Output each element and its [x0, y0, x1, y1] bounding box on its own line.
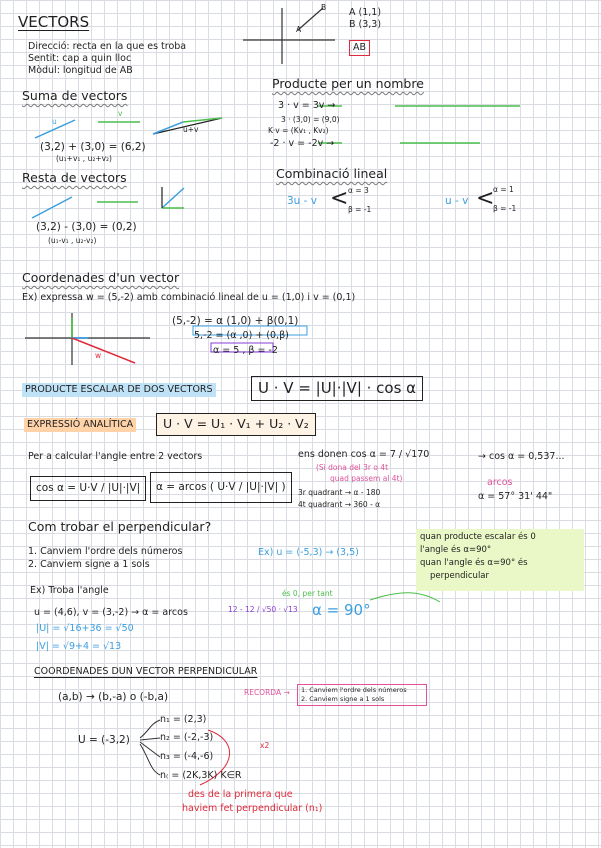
- suma-u-label: u: [52, 117, 57, 126]
- combinacio-left-expr: 3u - v: [287, 195, 318, 207]
- coordenades-l3: α = 5 , β = -2: [213, 345, 278, 356]
- escalar-formula: U · V = |U|·|V| · cos α: [251, 376, 423, 401]
- coord-perp-nk: n₍ = (2K,3K) K∈R: [160, 770, 242, 781]
- producte-l1: 3 · v = 3v →: [278, 100, 336, 111]
- perp-troba: Ex) Troba l'angle: [30, 585, 109, 596]
- perp-mod-u: |U| = √16+36 = √50: [36, 623, 134, 634]
- analitica-formula: U · V = U₁ · V₁ + U₂ · V₂: [156, 413, 316, 436]
- coord-perp-x2: x2: [260, 741, 270, 750]
- combinacio-left-b: β = -1: [348, 205, 372, 214]
- perp-step2: 2. Canviem signe a 1 sols: [28, 559, 150, 570]
- combinacio-right-b: β = -1: [493, 204, 517, 213]
- coordenades-ex: Ex) expressa w = (5,-2) amb combinació lineal de u = (1,0) i v = (0,1): [22, 292, 356, 303]
- perp-frac: 12 - 12 / √50 · √13: [228, 605, 298, 614]
- combinacio-right-a: α = 1: [493, 185, 514, 194]
- coord-perp-n3: n₃ = (-4,-6): [160, 751, 214, 762]
- sticky-line1: quan producte escalar és 0: [420, 532, 536, 542]
- label-a: A: [296, 25, 302, 34]
- coord-perp-note1: des de la primera que: [188, 789, 293, 800]
- recorda-box: [297, 684, 427, 706]
- angle-note2: quad passem al 4t): [330, 474, 403, 483]
- sticky-line2: l'angle és α=90°: [420, 545, 492, 555]
- producte-arrows: [318, 106, 520, 143]
- coord-perp-note2: haviem fet perpendicular (n₁): [182, 803, 323, 814]
- coord-perp-u: U = (-3,2): [78, 734, 130, 746]
- coordenades-l1: (5,-2) = α (1,0) + β(0,1): [172, 315, 299, 327]
- perp-title: Com trobar el perpendicular?: [28, 519, 212, 534]
- point-b: B (3,3): [349, 19, 382, 30]
- perp-step1: 1. Canviem l'ordre dels números: [28, 546, 183, 557]
- ab-box: AB: [349, 40, 370, 56]
- combinacio-right-brace: <: [476, 186, 495, 211]
- angle-arcos-note: arcos: [487, 477, 513, 488]
- page-title: VECTORS: [18, 13, 90, 31]
- coord-perp-title: COORDENADES DUN VECTOR PERPENDICULAR: [34, 666, 258, 677]
- perp-note: és 0, per tant: [282, 589, 333, 598]
- suma-uv-label: u+v: [183, 125, 199, 134]
- analitica-title: EXPRESSIÓ ANALÍTICA: [24, 418, 136, 432]
- combinacio-right-expr: u - v: [445, 195, 469, 207]
- perp-result: α = 90°: [312, 601, 371, 619]
- point-a: A (1,1): [349, 7, 382, 18]
- suma-title: Suma de vectors: [22, 88, 128, 103]
- escalar-title: PRODUCTE ESCALAR DE DOS VECTORS: [22, 383, 216, 397]
- suma-sub: (u₁+v₁ , u₂+v₂): [56, 154, 112, 163]
- sticky-line3: quan l'angle és α=90° és: [420, 558, 528, 568]
- perp-mod-v: |V| = √9+4 = √13: [36, 641, 122, 652]
- combinacio-title: Combinació lineal: [276, 166, 388, 181]
- producte-l2: 3 · (3,0) = (9,0): [281, 115, 340, 124]
- angle-note1: (Si dona del 3r o 4t: [316, 463, 389, 472]
- angle-result: → cos α = 0,537...: [478, 451, 565, 462]
- producte-num-title: Producte per un nombre: [272, 76, 424, 91]
- suma-v-label: v: [118, 109, 123, 118]
- suma-eq: (3,2) + (3,0) = (6,2): [40, 141, 146, 153]
- resta-sub: (u₁-v₁ , u₂-v₂): [48, 236, 97, 245]
- recorda-line1: 1. Canviem l'ordre dels números: [301, 686, 407, 694]
- sticky-line4: perpendicular: [430, 571, 490, 581]
- coord-perp-n2: n₂ = (-2,-3): [160, 732, 214, 743]
- recorda-line2: 2. Canviem signe a 1 sols: [301, 695, 385, 703]
- resta-eq: (3,2) - (3,0) = (0,2): [36, 221, 137, 233]
- producte-l4: -2 · v = -2v →: [270, 138, 335, 149]
- ab-axes-diagram: [243, 8, 335, 64]
- coordenades-title: Coordenades d'un vector: [22, 270, 180, 285]
- direccio-text: Direcció: recta en la que es troba: [28, 41, 187, 52]
- perp-example: Ex) u = (-5,3) → (3,5): [258, 547, 359, 558]
- sticky-note: [416, 529, 584, 591]
- coordenades-l2: 5,-2 = (α ,0) + (0,β): [194, 330, 289, 341]
- angle-ens-donen: ens donen cos α = 7 / √170: [298, 449, 430, 460]
- coordenades-w-label: w: [95, 351, 102, 360]
- angle-q3: 3r quadrant → α - 180: [298, 488, 381, 497]
- resta-title: Resta de vectors: [22, 170, 127, 185]
- resta-diagram: [32, 187, 184, 218]
- angle-cos-formula: cos α = U·V / |U|·|V|: [30, 476, 146, 501]
- recorda-label: RECORDA →: [244, 688, 290, 697]
- angle-alpha-value: α = 57° 31' 44": [478, 491, 553, 502]
- combinacio-left-a: α = 3: [348, 186, 369, 195]
- modul-text: Mòdul: longitud de AB: [28, 65, 133, 76]
- coord-perp-n1: n₁ = (2,3): [160, 714, 207, 725]
- angle-arcos-formula: α = arcos ( U·V / |U|·|V| ): [150, 472, 292, 503]
- angle-intro: Per a calcular l'angle entre 2 vectors: [28, 451, 203, 462]
- angle-q4: 4t quadrant → 360 - α: [298, 500, 381, 509]
- perp-calc1: u = (4,6), v = (3,-2) → α = arcos: [34, 607, 188, 618]
- coord-perp-rule: (a,b) → (b,-a) o (-b,a): [58, 691, 169, 703]
- sentit-text: Sentit: cap a quin lloc: [28, 53, 132, 64]
- combinacio-left-brace: <: [330, 186, 349, 211]
- producte-l3: K·v = (Kv₁ , Kv₂): [268, 126, 329, 135]
- label-b: B: [321, 3, 327, 12]
